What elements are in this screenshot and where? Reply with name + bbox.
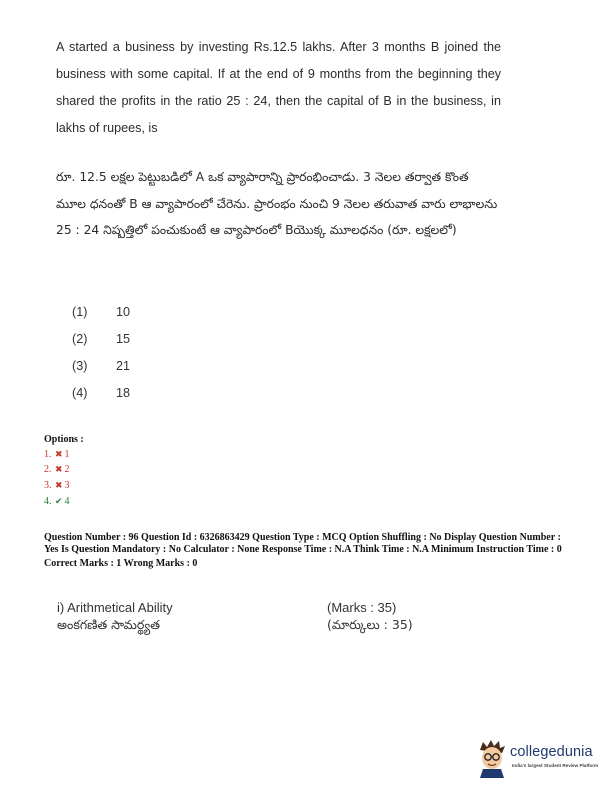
answer-choice-number: (1) bbox=[72, 305, 88, 319]
option-status-value: 2 bbox=[64, 464, 70, 475]
option-status-row bbox=[44, 496, 70, 507]
question-text-telugu: రూ. 12.5 లక్షల పెట్టుబడిలో A ఒక వ్యాపారాన్ని ప్రారంభించాడు. 3 నెలల తర్వాత కొంత మూల ధనంతో B ఆ వ్యాపారంలో చేరెను. ప్రారంభం నుంచి 9 నెలల తరువాత వారు లాభాలను 25 : 24 నిష్పత్తిలో పంచుకుంటే ఆ వ్యాపారంలో Bయొక్క మూలధనం (రూ. లక్షలలో) bbox=[56, 170, 498, 237]
options-heading: Options : bbox=[44, 434, 84, 445]
answer-choice bbox=[72, 332, 130, 346]
answer-choice-value: 21 bbox=[116, 359, 131, 373]
section-title-telugu: అంకగణిత సామర్థ్యత bbox=[57, 617, 160, 632]
option-status-row bbox=[44, 480, 70, 491]
question-text-english: A started a business by investing Rs.12.5 lakhs. After 3 months B joined the business with some capital. If at the end of 9 months from the beginning they shared the profits in the ratio 25 : 24, then the capital of B in the business, in lakhs of rupees, is bbox=[56, 40, 501, 135]
answer-choice-value: 15 bbox=[116, 332, 131, 346]
mascot-icon bbox=[474, 738, 510, 778]
option-status-row bbox=[44, 464, 70, 475]
section-marks-english: (Marks : 35) bbox=[327, 600, 397, 615]
correct-check-icon: ✔ bbox=[55, 496, 63, 506]
option-status-label: 4. bbox=[44, 496, 52, 507]
answer-choice-value: 18 bbox=[116, 386, 131, 400]
answer-choice bbox=[72, 359, 130, 373]
option-status-value: 3 bbox=[64, 480, 70, 491]
option-status-label: 1. bbox=[44, 449, 52, 460]
question-metadata bbox=[44, 532, 564, 570]
collegedunia-logo bbox=[474, 738, 604, 778]
wrong-mark-icon: ✖ bbox=[55, 464, 63, 474]
answer-choice bbox=[72, 386, 130, 400]
answer-choice-number: (3) bbox=[72, 359, 88, 373]
option-status-value: 1 bbox=[64, 449, 70, 460]
option-status-row bbox=[44, 449, 70, 460]
marks-info: Correct Marks : 1 Wrong Marks : 0 bbox=[44, 558, 198, 569]
section-title-english: i) Arithmetical Ability bbox=[57, 600, 173, 615]
question-metadata-details: Question Number : 96 Question Id : 6326863429 Question Type : MCQ Option Shuffling : No Display Question Number : Yes Is Question Mandatory : No Calculator : None Response Time : N.A Think Time : N.A Minimum Instruction Time : 0 bbox=[44, 532, 562, 555]
answer-choice bbox=[72, 305, 130, 319]
section-title bbox=[57, 599, 173, 633]
option-status-label: 2. bbox=[44, 464, 52, 475]
section-marks-telugu: (మార్కులు : 35) bbox=[327, 617, 413, 632]
option-status-value: 4 bbox=[64, 496, 70, 507]
logo-wordmark: collegedunia bbox=[510, 744, 593, 760]
section-marks bbox=[327, 599, 413, 633]
option-status-label: 3. bbox=[44, 480, 52, 491]
answer-choice-value: 10 bbox=[116, 305, 131, 319]
wrong-mark-icon: ✖ bbox=[55, 480, 63, 490]
logo-tagline: India's largest Student Review Platform bbox=[512, 763, 599, 768]
answer-choice-number: (2) bbox=[72, 332, 88, 346]
answer-choice-number: (4) bbox=[72, 386, 88, 400]
wrong-mark-icon: ✖ bbox=[55, 449, 63, 459]
